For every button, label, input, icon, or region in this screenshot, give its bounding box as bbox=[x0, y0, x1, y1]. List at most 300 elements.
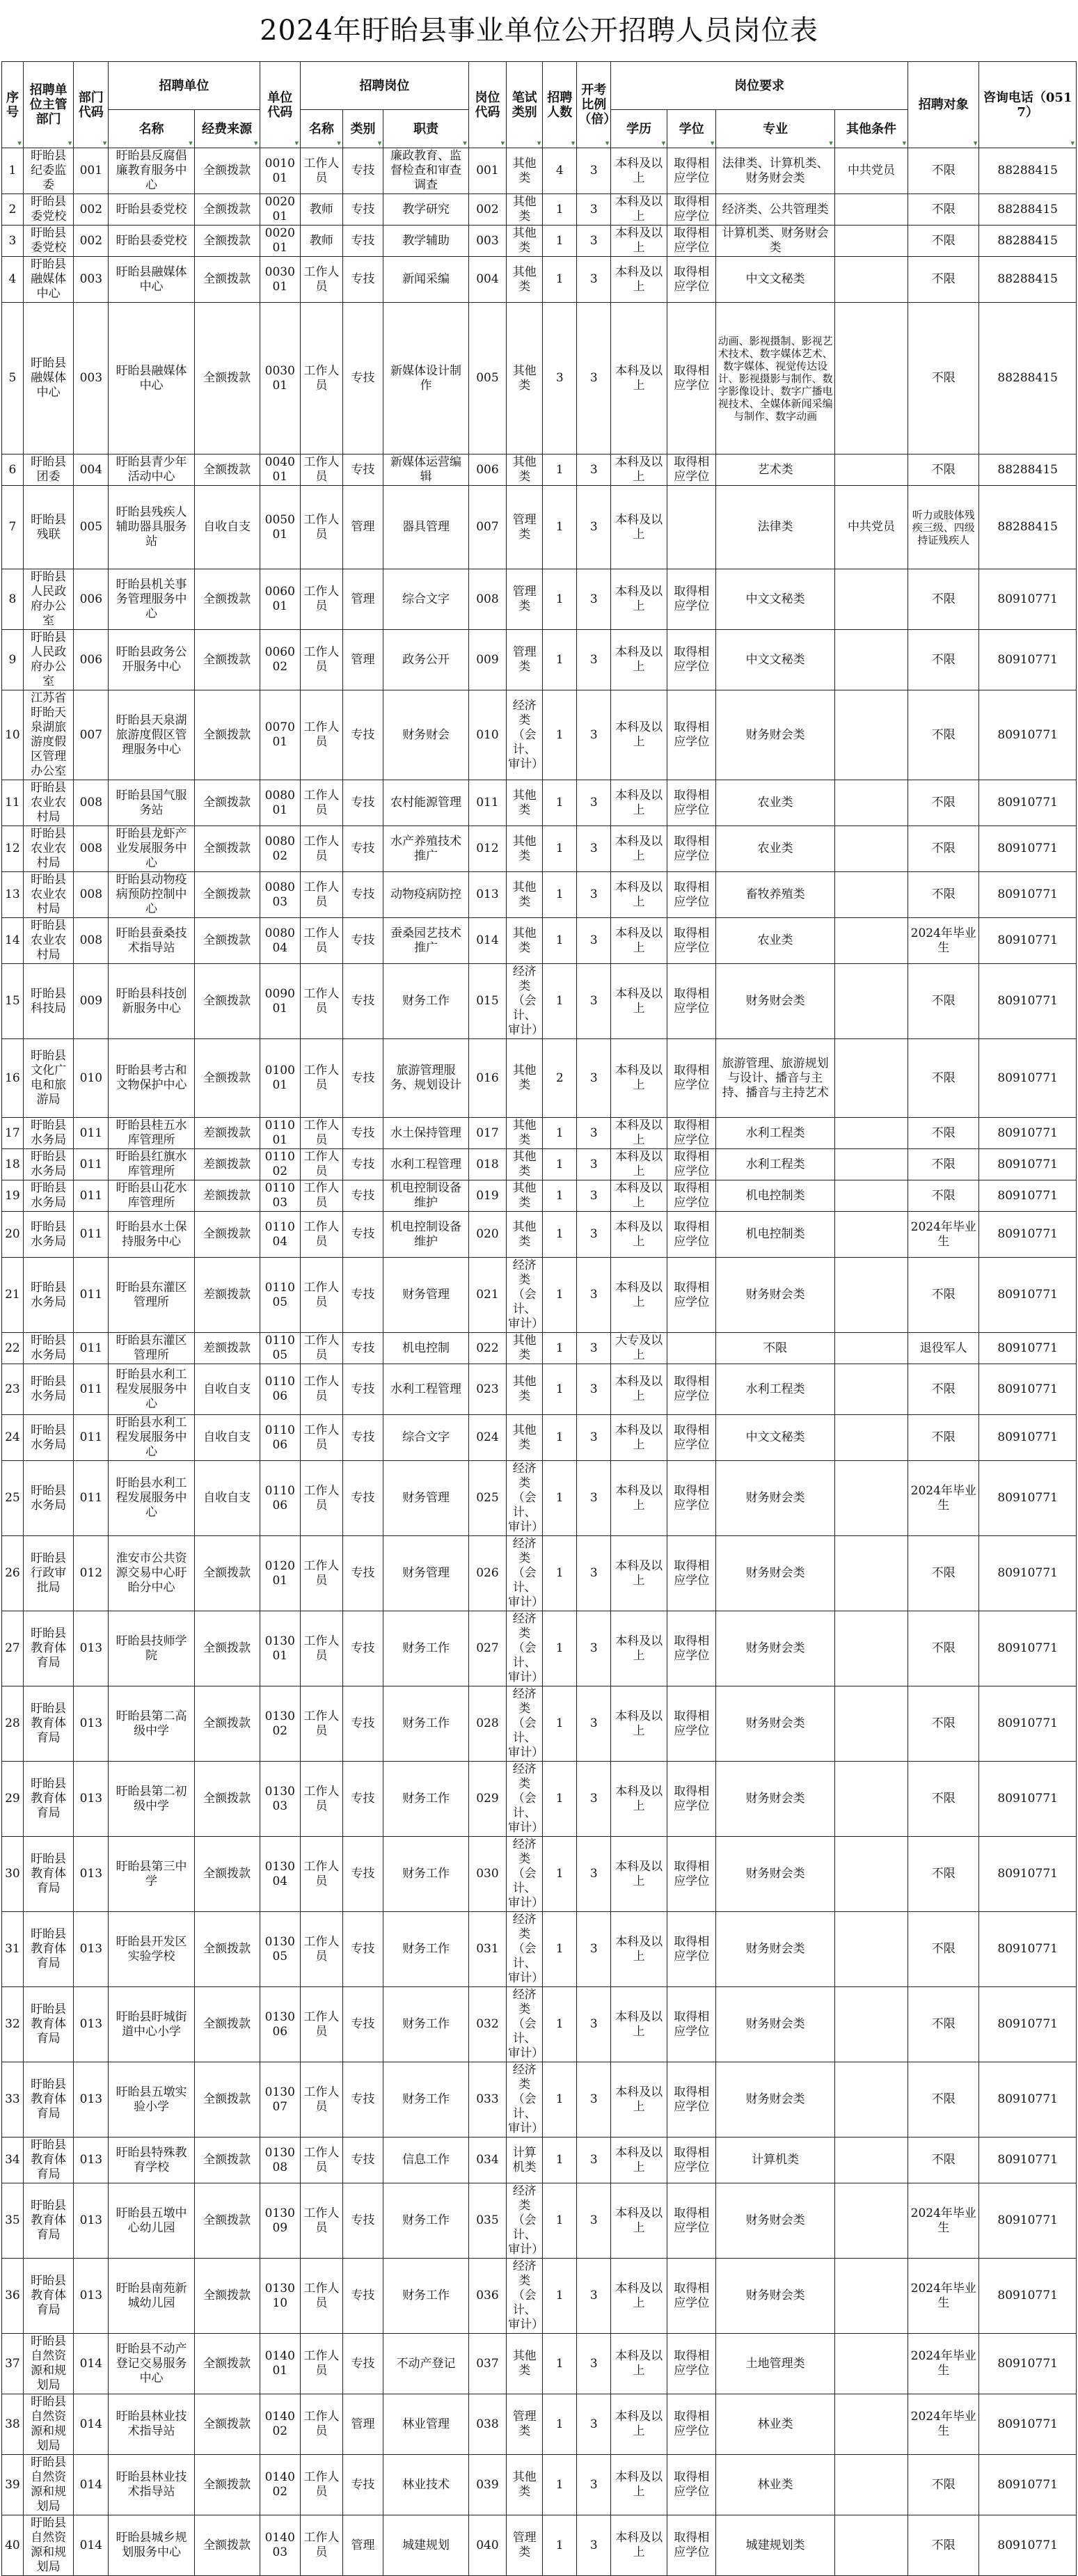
cell-ptype: 专技 bbox=[342, 1180, 383, 1212]
cell-pc: 004 bbox=[468, 257, 506, 303]
cell-uc: 005001 bbox=[260, 486, 301, 569]
cell-deg: 取得相应学位 bbox=[667, 1611, 716, 1686]
cell-deg: 取得相应学位 bbox=[667, 1364, 716, 1415]
cell-fund: 自收自支 bbox=[194, 1364, 260, 1415]
cell-ptype: 专技 bbox=[342, 2138, 383, 2183]
cell-unit: 盱眙县国气服务站 bbox=[109, 780, 195, 826]
cell-edu: 本科及以上 bbox=[611, 455, 667, 486]
cell-sup: 盱眙县人民政府办公室 bbox=[23, 630, 73, 690]
cell-dc: 013 bbox=[74, 2062, 109, 2138]
cell-seq: 32 bbox=[2, 1987, 24, 2062]
cell-target: 不限 bbox=[908, 1149, 979, 1180]
cell-pc: 034 bbox=[468, 2138, 506, 2183]
cell-seq: 9 bbox=[2, 630, 24, 690]
cell-uc: 003001 bbox=[260, 303, 301, 455]
cell-ptype: 专技 bbox=[342, 872, 383, 918]
cell-sup: 盱眙县教育体育局 bbox=[23, 2259, 73, 2334]
cell-seq: 21 bbox=[2, 1258, 24, 1333]
cell-fund: 全额拨款 bbox=[194, 1912, 260, 1987]
cell-ratio: 3 bbox=[577, 918, 611, 964]
cell-fund: 全额拨款 bbox=[194, 1686, 260, 1762]
cell-other bbox=[834, 2394, 907, 2455]
cell-edu: 本科及以上 bbox=[611, 2515, 667, 2576]
cell-pc: 013 bbox=[468, 872, 506, 918]
cell-ratio: 3 bbox=[577, 2515, 611, 2576]
cell-sup: 盱眙县自然资源和规划局 bbox=[23, 2394, 73, 2455]
cell-dc: 002 bbox=[74, 194, 109, 226]
cell-other: 中共党员 bbox=[834, 486, 907, 569]
cell-major: 中文文秘类 bbox=[716, 630, 834, 690]
cell-deg: 取得相应学位 bbox=[667, 455, 716, 486]
cell-deg: 取得相应学位 bbox=[667, 690, 716, 780]
cell-major: 财务财会类 bbox=[716, 1837, 834, 1912]
cell-major: 不限 bbox=[716, 1333, 834, 1364]
cell-seq: 6 bbox=[2, 455, 24, 486]
cell-other bbox=[834, 780, 907, 826]
cell-uc: 003001 bbox=[260, 257, 301, 303]
cell-other bbox=[834, 2138, 907, 2183]
cell-duty: 水产养殖技术推广 bbox=[383, 826, 468, 872]
cell-ratio: 3 bbox=[577, 1364, 611, 1415]
cell-phone: 80910771 bbox=[979, 780, 1077, 826]
cell-major: 财务财会类 bbox=[716, 964, 834, 1039]
cell-pc: 029 bbox=[468, 1762, 506, 1837]
cell-major: 财务财会类 bbox=[716, 1461, 834, 1536]
cell-seq: 20 bbox=[2, 1212, 24, 1258]
cell-pc: 025 bbox=[468, 1461, 506, 1536]
cell-exam: 经济类（会计、审计） bbox=[507, 1536, 543, 1611]
header-exam-type: 笔试类别 ▾ bbox=[507, 62, 543, 148]
cell-exam: 其他类 bbox=[507, 1149, 543, 1180]
cell-sup: 盱眙县自然资源和规划局 bbox=[23, 2455, 73, 2515]
cell-num: 1 bbox=[543, 2259, 577, 2334]
page-title: 2024年盱眙县事业单位公开招聘人员岗位表 bbox=[260, 15, 818, 47]
cell-pc: 018 bbox=[468, 1149, 506, 1180]
cell-deg: 取得相应学位 bbox=[667, 1686, 716, 1762]
cell-uc: 004001 bbox=[260, 455, 301, 486]
cell-seq: 16 bbox=[2, 1039, 24, 1118]
cell-edu: 本科及以上 bbox=[611, 1415, 667, 1461]
cell-deg: 取得相应学位 bbox=[667, 303, 716, 455]
cell-target: 不限 bbox=[908, 1364, 979, 1415]
cell-edu: 本科及以上 bbox=[611, 1912, 667, 1987]
table-row bbox=[2, 2515, 1077, 2576]
cell-uc: 008003 bbox=[260, 872, 301, 918]
cell-dc: 013 bbox=[74, 2138, 109, 2183]
cell-major: 中文文秘类 bbox=[716, 1415, 834, 1461]
cell-deg: 取得相应学位 bbox=[667, 1536, 716, 1611]
cell-num: 1 bbox=[543, 1180, 577, 1212]
cell-target: 退役军人 bbox=[908, 1333, 979, 1364]
cell-edu: 本科及以上 bbox=[611, 2183, 667, 2259]
cell-phone: 80910771 bbox=[979, 2062, 1077, 2138]
cell-uc: 014001 bbox=[260, 2334, 301, 2394]
cell-target: 不限 bbox=[908, 2138, 979, 2183]
table-row bbox=[2, 2259, 1077, 2334]
cell-fund: 全额拨款 bbox=[194, 1611, 260, 1686]
cell-dc: 011 bbox=[74, 1461, 109, 1536]
cell-exam: 经济类（会计、审计） bbox=[507, 1686, 543, 1762]
cell-phone: 80910771 bbox=[979, 1039, 1077, 1118]
cell-target: 2024年毕业生 bbox=[908, 2259, 979, 2334]
cell-unit: 盱眙县水土保持服务中心 bbox=[109, 1212, 195, 1258]
cell-edu: 本科及以上 bbox=[611, 1987, 667, 2062]
cell-unit: 盱眙县林业技术指导站 bbox=[109, 2394, 195, 2455]
cell-dc: 011 bbox=[74, 1212, 109, 1258]
cell-exam: 经济类（会计、审计） bbox=[507, 1258, 543, 1333]
cell-duty: 财务工作 bbox=[383, 1837, 468, 1912]
cell-other bbox=[834, 1686, 907, 1762]
cell-fund: 差额拨款 bbox=[194, 1180, 260, 1212]
cell-pname: 工作人员 bbox=[301, 1611, 343, 1686]
cell-fund: 全额拨款 bbox=[194, 690, 260, 780]
cell-exam: 其他类 bbox=[507, 2455, 543, 2515]
cell-fund: 全额拨款 bbox=[194, 1837, 260, 1912]
table-row bbox=[2, 1149, 1077, 1180]
cell-num: 1 bbox=[543, 1686, 577, 1762]
cell-duty: 动物疫病防控 bbox=[383, 872, 468, 918]
cell-edu: 本科及以上 bbox=[611, 1837, 667, 1912]
cell-other bbox=[834, 872, 907, 918]
cell-unit: 盱眙县动物疫病预防控制中心 bbox=[109, 872, 195, 918]
cell-uc: 011005 bbox=[260, 1258, 301, 1333]
cell-deg: 取得相应学位 bbox=[667, 1039, 716, 1118]
cell-edu: 本科及以上 bbox=[611, 2138, 667, 2183]
cell-num: 1 bbox=[543, 1536, 577, 1611]
cell-edu: 本科及以上 bbox=[611, 630, 667, 690]
cell-ratio: 3 bbox=[577, 1987, 611, 2062]
cell-major: 财务财会类 bbox=[716, 1611, 834, 1686]
cell-unit: 盱眙县南苑新城幼儿园 bbox=[109, 2259, 195, 2334]
cell-unit: 盱眙县东灌区管理所 bbox=[109, 1258, 195, 1333]
cell-edu: 本科及以上 bbox=[611, 918, 667, 964]
cell-duty: 财务管理 bbox=[383, 1258, 468, 1333]
cell-edu: 本科及以上 bbox=[611, 257, 667, 303]
cell-edu: 本科及以上 bbox=[611, 1039, 667, 1118]
cell-other bbox=[834, 1180, 907, 1212]
cell-ptype: 专技 bbox=[342, 1987, 383, 2062]
cell-pname: 工作人员 bbox=[301, 630, 343, 690]
cell-pc: 011 bbox=[468, 780, 506, 826]
cell-sup: 盱眙县水务局 bbox=[23, 1180, 73, 1212]
cell-ptype: 专技 bbox=[342, 148, 383, 194]
cell-seq: 27 bbox=[2, 1611, 24, 1686]
cell-ptype: 专技 bbox=[342, 194, 383, 226]
cell-target: 不限 bbox=[908, 1837, 979, 1912]
cell-target: 不限 bbox=[908, 1611, 979, 1686]
cell-num: 1 bbox=[543, 226, 577, 257]
cell-exam: 其他类 bbox=[507, 1180, 543, 1212]
cell-uc: 012001 bbox=[260, 1536, 301, 1611]
cell-ratio: 3 bbox=[577, 1536, 611, 1611]
cell-ptype: 管理 bbox=[342, 630, 383, 690]
cell-ratio: 3 bbox=[577, 1912, 611, 1987]
header-supervisor: 招聘单位主管部门 ▾ bbox=[23, 62, 73, 148]
cell-unit: 盱眙县第三中学 bbox=[109, 1837, 195, 1912]
cell-duty: 政务公开 bbox=[383, 630, 468, 690]
cell-phone: 80910771 bbox=[979, 1912, 1077, 1987]
cell-dc: 001 bbox=[74, 148, 109, 194]
cell-other bbox=[834, 1039, 907, 1118]
cell-duty: 机电控制设备维护 bbox=[383, 1180, 468, 1212]
cell-pname: 工作人员 bbox=[301, 1912, 343, 1987]
cell-phone: 80910771 bbox=[979, 918, 1077, 964]
cell-edu: 本科及以上 bbox=[611, 1611, 667, 1686]
header-unit-group: 招聘单位 bbox=[109, 62, 260, 110]
cell-ratio: 3 bbox=[577, 690, 611, 780]
cell-ratio: 3 bbox=[577, 1415, 611, 1461]
cell-duty: 财务工作 bbox=[383, 1912, 468, 1987]
cell-pname: 工作人员 bbox=[301, 1364, 343, 1415]
cell-dc: 013 bbox=[74, 2259, 109, 2334]
cell-duty: 财务管理 bbox=[383, 1536, 468, 1611]
cell-major: 法律类、计算机类、财务财会类 bbox=[716, 148, 834, 194]
cell-sup: 盱眙县水务局 bbox=[23, 1149, 73, 1180]
cell-phone: 80910771 bbox=[979, 1364, 1077, 1415]
table-row bbox=[2, 2394, 1077, 2455]
cell-seq: 19 bbox=[2, 1180, 24, 1212]
cell-uc: 013007 bbox=[260, 2062, 301, 2138]
cell-fund: 全额拨款 bbox=[194, 2515, 260, 2576]
cell-fund: 全额拨款 bbox=[194, 148, 260, 194]
cell-unit: 盱眙县技师学院 bbox=[109, 1611, 195, 1686]
cell-exam: 其他类 bbox=[507, 918, 543, 964]
cell-deg: 取得相应学位 bbox=[667, 2515, 716, 2576]
cell-pc: 005 bbox=[468, 303, 506, 455]
cell-pname: 教师 bbox=[301, 226, 343, 257]
cell-sup: 盱眙县委党校 bbox=[23, 226, 73, 257]
cell-deg: 取得相应学位 bbox=[667, 2062, 716, 2138]
cell-seq: 29 bbox=[2, 1762, 24, 1837]
cell-duty: 水土保持管理 bbox=[383, 1118, 468, 1149]
cell-pc: 008 bbox=[468, 569, 506, 630]
cell-other bbox=[834, 1611, 907, 1686]
cell-unit: 盱眙县林业技术指导站 bbox=[109, 2455, 195, 2515]
cell-pc: 032 bbox=[468, 1987, 506, 2062]
cell-ratio: 3 bbox=[577, 2183, 611, 2259]
cell-deg: 取得相应学位 bbox=[667, 826, 716, 872]
header-major: 专业 ▾ bbox=[716, 110, 834, 148]
header-phone: 咨询电话（0517） ▾ bbox=[979, 62, 1077, 148]
table-row bbox=[2, 2183, 1077, 2259]
cell-major: 计算机类 bbox=[716, 2138, 834, 2183]
cell-uc: 013008 bbox=[260, 2138, 301, 2183]
cell-ptype: 专技 bbox=[342, 2183, 383, 2259]
cell-unit: 盱眙县水利工程发展服务中心 bbox=[109, 1415, 195, 1461]
cell-major: 财务财会类 bbox=[716, 1258, 834, 1333]
cell-uc: 011001 bbox=[260, 1118, 301, 1149]
cell-exam: 管理类 bbox=[507, 2515, 543, 2576]
cell-edu: 本科及以上 bbox=[611, 148, 667, 194]
cell-major: 农业类 bbox=[716, 826, 834, 872]
table-row bbox=[2, 872, 1077, 918]
cell-target: 不限 bbox=[908, 964, 979, 1039]
cell-ptype: 专技 bbox=[342, 780, 383, 826]
cell-deg: 取得相应学位 bbox=[667, 1118, 716, 1149]
cell-dc: 014 bbox=[74, 2334, 109, 2394]
cell-edu: 本科及以上 bbox=[611, 226, 667, 257]
cell-uc: 006002 bbox=[260, 630, 301, 690]
cell-num: 1 bbox=[543, 2394, 577, 2455]
cell-num: 1 bbox=[543, 1118, 577, 1149]
cell-ratio: 3 bbox=[577, 1611, 611, 1686]
cell-ptype: 管理 bbox=[342, 486, 383, 569]
cell-unit: 盱眙县委党校 bbox=[109, 194, 195, 226]
cell-phone: 80910771 bbox=[979, 2138, 1077, 2183]
cell-major: 财务财会类 bbox=[716, 2259, 834, 2334]
cell-target: 不限 bbox=[908, 1118, 979, 1149]
cell-phone: 80910771 bbox=[979, 826, 1077, 872]
cell-ratio: 3 bbox=[577, 1039, 611, 1118]
cell-duty: 廉政教育、监督检查和审查调查 bbox=[383, 148, 468, 194]
cell-seq: 22 bbox=[2, 1333, 24, 1364]
cell-pc: 027 bbox=[468, 1611, 506, 1686]
cell-ptype: 专技 bbox=[342, 2455, 383, 2515]
cell-num: 1 bbox=[543, 2138, 577, 2183]
cell-other bbox=[834, 303, 907, 455]
cell-ratio: 3 bbox=[577, 1333, 611, 1364]
cell-dc: 013 bbox=[74, 1912, 109, 1987]
cell-target: 不限 bbox=[908, 455, 979, 486]
cell-phone: 80910771 bbox=[979, 630, 1077, 690]
cell-target: 不限 bbox=[908, 1180, 979, 1212]
cell-deg: 取得相应学位 bbox=[667, 630, 716, 690]
cell-dc: 010 bbox=[74, 1039, 109, 1118]
cell-major: 财务财会类 bbox=[716, 2183, 834, 2259]
cell-num: 1 bbox=[543, 1837, 577, 1912]
cell-exam: 经济类（会计、审计） bbox=[507, 1611, 543, 1686]
cell-seq: 17 bbox=[2, 1118, 24, 1149]
cell-deg: 取得相应学位 bbox=[667, 2334, 716, 2394]
cell-deg: 取得相应学位 bbox=[667, 918, 716, 964]
cell-num: 1 bbox=[543, 486, 577, 569]
cell-pname: 工作人员 bbox=[301, 918, 343, 964]
cell-pname: 工作人员 bbox=[301, 690, 343, 780]
cell-target: 不限 bbox=[908, 1762, 979, 1837]
cell-phone: 80910771 bbox=[979, 1762, 1077, 1837]
cell-duty: 财务工作 bbox=[383, 1987, 468, 2062]
table-row bbox=[2, 1039, 1077, 1118]
cell-pc: 030 bbox=[468, 1837, 506, 1912]
cell-uc: 007001 bbox=[260, 690, 301, 780]
cell-fund: 全额拨款 bbox=[194, 1536, 260, 1611]
cell-fund: 差额拨款 bbox=[194, 1258, 260, 1333]
cell-dc: 013 bbox=[74, 1987, 109, 2062]
cell-sup: 盱眙县水务局 bbox=[23, 1461, 73, 1536]
cell-sup: 盱眙县农业农村局 bbox=[23, 918, 73, 964]
cell-deg: 取得相应学位 bbox=[667, 1461, 716, 1536]
cell-major: 财务财会类 bbox=[716, 1762, 834, 1837]
cell-pc: 010 bbox=[468, 690, 506, 780]
cell-exam: 其他类 bbox=[507, 194, 543, 226]
cell-uc: 013002 bbox=[260, 1686, 301, 1762]
cell-edu: 本科及以上 bbox=[611, 826, 667, 872]
cell-seq: 8 bbox=[2, 569, 24, 630]
table-row bbox=[2, 1837, 1077, 1912]
cell-dc: 005 bbox=[74, 486, 109, 569]
cell-exam: 经济类（会计、审计） bbox=[507, 2062, 543, 2138]
cell-exam: 其他类 bbox=[507, 826, 543, 872]
cell-pname: 工作人员 bbox=[301, 569, 343, 630]
cell-exam: 其他类 bbox=[507, 455, 543, 486]
cell-phone: 80910771 bbox=[979, 1180, 1077, 1212]
cell-seq: 34 bbox=[2, 2138, 24, 2183]
cell-dc: 003 bbox=[74, 303, 109, 455]
cell-phone: 80910771 bbox=[979, 1258, 1077, 1333]
cell-pname: 工作人员 bbox=[301, 486, 343, 569]
cell-exam: 经济类（会计、审计） bbox=[507, 964, 543, 1039]
cell-seq: 26 bbox=[2, 1536, 24, 1611]
cell-phone: 80910771 bbox=[979, 1415, 1077, 1461]
cell-deg: 取得相应学位 bbox=[667, 872, 716, 918]
cell-pc: 038 bbox=[468, 2394, 506, 2455]
cell-sup: 盱眙县融媒体中心 bbox=[23, 257, 73, 303]
cell-fund: 全额拨款 bbox=[194, 1987, 260, 2062]
cell-uc: 011006 bbox=[260, 1364, 301, 1415]
cell-unit: 盱眙县五墩中心幼儿园 bbox=[109, 2183, 195, 2259]
table-row bbox=[2, 1536, 1077, 1611]
cell-sup: 盱眙县文化广电和旅游局 bbox=[23, 1039, 73, 1118]
cell-seq: 7 bbox=[2, 486, 24, 569]
cell-sup: 盱眙县团委 bbox=[23, 455, 73, 486]
cell-other bbox=[834, 1536, 907, 1611]
cell-target: 不限 bbox=[908, 826, 979, 872]
cell-num: 1 bbox=[543, 2455, 577, 2515]
cell-fund: 全额拨款 bbox=[194, 257, 260, 303]
cell-edu: 本科及以上 bbox=[611, 194, 667, 226]
cell-seq: 15 bbox=[2, 964, 24, 1039]
cell-ratio: 3 bbox=[577, 148, 611, 194]
cell-major: 机电控制类 bbox=[716, 1212, 834, 1258]
cell-target: 不限 bbox=[908, 690, 979, 780]
cell-duty: 财务工作 bbox=[383, 2183, 468, 2259]
cell-phone: 88288415 bbox=[979, 486, 1077, 569]
table-row bbox=[2, 2062, 1077, 2138]
cell-ratio: 3 bbox=[577, 1149, 611, 1180]
cell-seq: 4 bbox=[2, 257, 24, 303]
header-unit-funding: 经费来源 ▾ bbox=[194, 110, 260, 148]
cell-ptype: 专技 bbox=[342, 964, 383, 1039]
cell-major: 土地管理类 bbox=[716, 2334, 834, 2394]
cell-unit: 盱眙县龙虾产业发展服务中心 bbox=[109, 826, 195, 872]
cell-fund: 差额拨款 bbox=[194, 1333, 260, 1364]
cell-ratio: 3 bbox=[577, 1212, 611, 1258]
cell-phone: 80910771 bbox=[979, 1686, 1077, 1762]
cell-target: 不限 bbox=[908, 1039, 979, 1118]
header-unit-name: 名称 ▾ bbox=[109, 110, 195, 148]
table-row bbox=[2, 1987, 1077, 2062]
cell-other bbox=[834, 1258, 907, 1333]
cell-edu: 本科及以上 bbox=[611, 964, 667, 1039]
cell-ptype: 管理 bbox=[342, 2394, 383, 2455]
cell-uc: 010001 bbox=[260, 1039, 301, 1118]
cell-phone: 80910771 bbox=[979, 1212, 1077, 1258]
cell-uc: 013009 bbox=[260, 2183, 301, 2259]
cell-num: 1 bbox=[543, 872, 577, 918]
cell-ptype: 专技 bbox=[342, 1611, 383, 1686]
cell-pname: 工作人员 bbox=[301, 2455, 343, 2515]
cell-pname: 工作人员 bbox=[301, 1333, 343, 1364]
cell-duty: 新媒体设计制作 bbox=[383, 303, 468, 455]
header-post-group: 招聘岗位 bbox=[301, 62, 469, 110]
cell-exam: 其他类 bbox=[507, 1333, 543, 1364]
table-row bbox=[2, 1258, 1077, 1333]
cell-ptype: 专技 bbox=[342, 1686, 383, 1762]
table-row bbox=[2, 2138, 1077, 2183]
cell-ratio: 3 bbox=[577, 1118, 611, 1149]
cell-deg: 取得相应学位 bbox=[667, 2394, 716, 2455]
cell-uc: 013006 bbox=[260, 1987, 301, 2062]
